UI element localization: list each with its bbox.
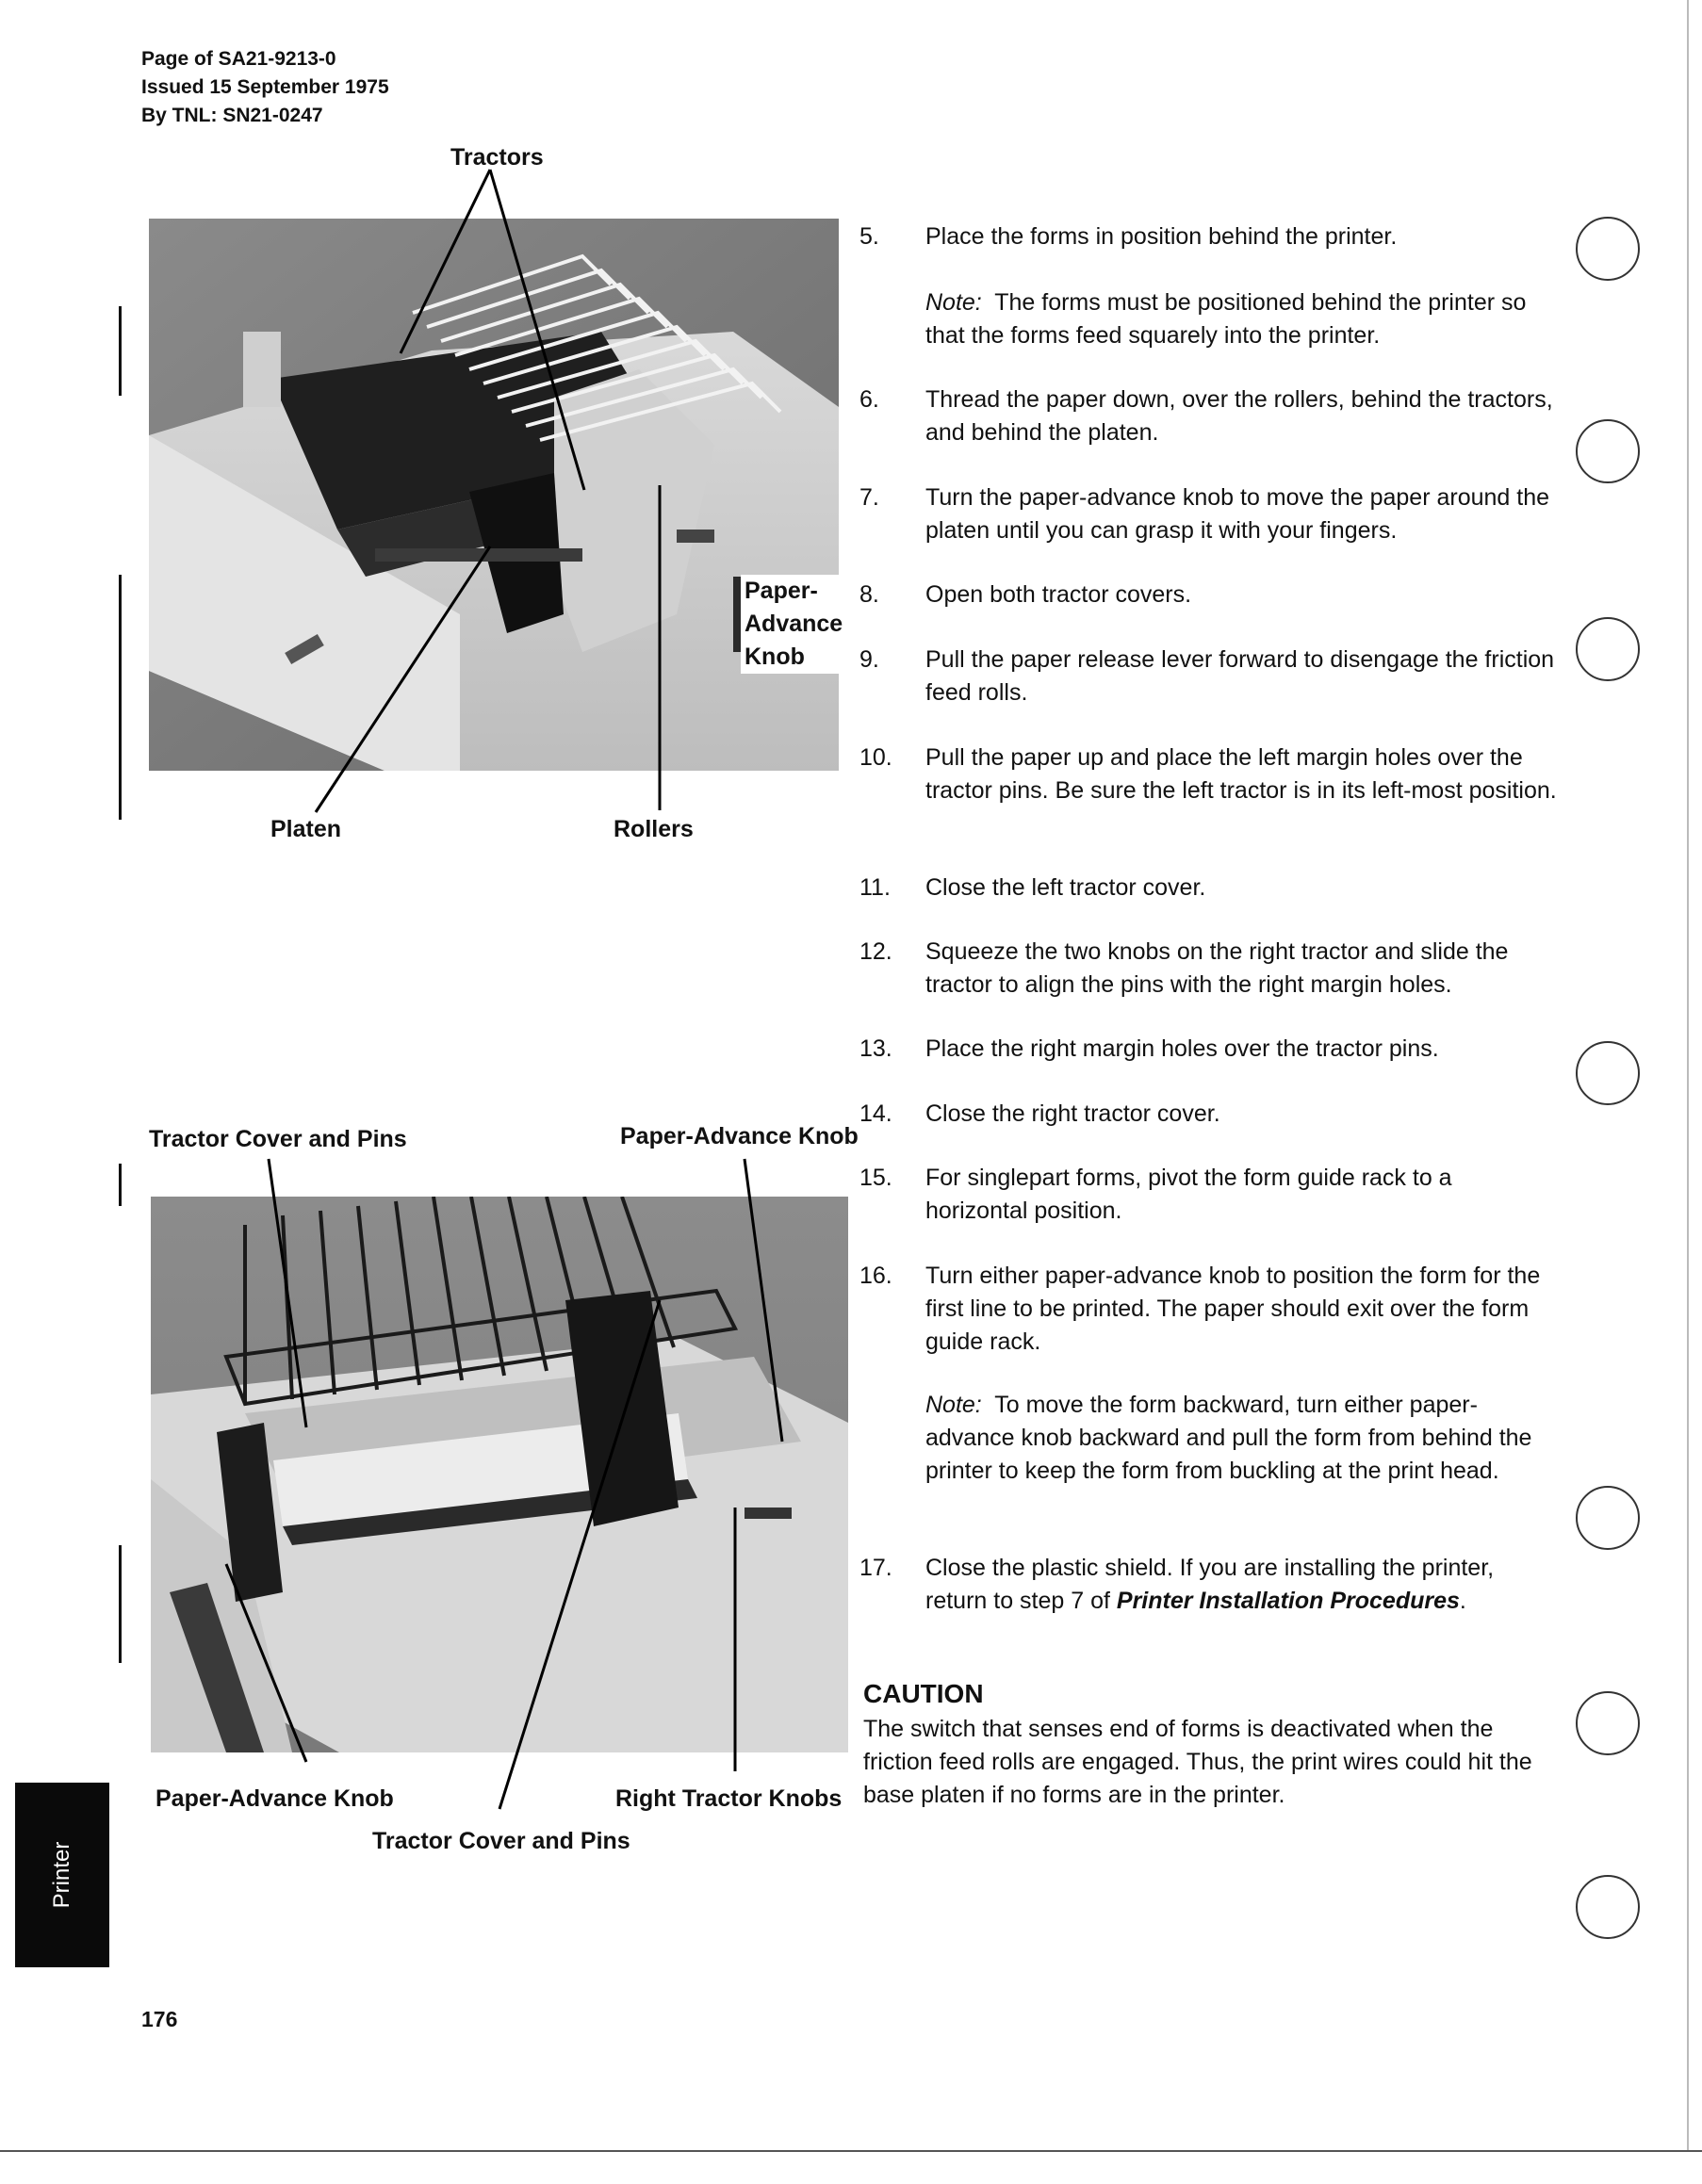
step-12: 12. Squeeze the two knobs on the right tractor and slide the tractor to align the pins with the right margin holes. <box>859 938 1509 998</box>
step-9: 9. Pull the paper release lever forward to disengage the friction feed rolls. <box>859 646 1555 706</box>
note-text: The forms must be positioned behind the printer so that the forms feed squarely into the printer. <box>925 289 1527 349</box>
binder-hole <box>1576 1041 1640 1105</box>
label-tractor-cover-pins-bottom: Tractor Cover and Pins <box>372 1828 630 1854</box>
label-rollers: Rollers <box>614 816 694 842</box>
note-label: Note: <box>925 1392 982 1418</box>
step-17: 17. Close the plastic shield. If you are installing the printer, return to step 7 of Printer Installation Procedures. <box>859 1555 1495 1614</box>
label-paper-advance-knob-bottom: Paper-Advance Knob <box>155 1785 394 1812</box>
binder-hole <box>1576 1875 1640 1939</box>
step-8: 8. Open both tractor covers. <box>859 581 1192 608</box>
label-paper-advance-knob: Paper- Advance Knob <box>741 575 850 674</box>
step-15: 15. For singlepart forms, pivot the form guide rack to a horizontal position. <box>859 1165 1452 1224</box>
binder-hole <box>1576 1486 1640 1550</box>
label-right-tractor-knobs: Right Tractor Knobs <box>615 1785 843 1812</box>
header-line-1: Page of SA21-9213-0 <box>141 48 336 70</box>
step-5: 5. Place the forms in position behind the printer. <box>859 223 1398 250</box>
page-number: 176 <box>141 2007 178 2031</box>
step-7: 7. Turn the paper-advance knob to move the paper around the platen until you can grasp it with your fingers. <box>859 484 1550 544</box>
binder-hole <box>1576 617 1640 681</box>
note-2 <box>859 1389 1557 1488</box>
section-tab <box>15 1783 109 1967</box>
note-text: To move the form backward, turn either paper-advance knob backward and pull the form from behind the printer to keep the form from buckling at the print head. <box>925 1392 1532 1484</box>
step-11: 11. Close the left tractor cover. <box>859 874 1206 901</box>
step-6: 6. Thread the paper down, over the rollers, behind the tractors, and behind the platen. <box>859 386 1553 446</box>
caution-heading: CAUTION <box>863 1679 984 1708</box>
reference-title: Printer Installation Procedures <box>1116 1588 1460 1614</box>
header-line-2: Issued 15 September 1975 <box>141 76 389 98</box>
step-13: 13. Place the right margin holes over the tractor pins. <box>859 1035 1439 1062</box>
step-14: 14. Close the right tractor cover. <box>859 1100 1220 1127</box>
label-paper-advance-knob-top: Paper-Advance Knob <box>620 1123 859 1149</box>
label-tractor-cover-pins-top: Tractor Cover and Pins <box>149 1126 407 1152</box>
header-line-3: By TNL: SN21-0247 <box>141 105 323 126</box>
note-1 <box>859 286 1557 352</box>
binder-hole <box>1576 217 1640 281</box>
label-platen: Platen <box>270 816 342 842</box>
caution-text: The switch that senses end of forms is deactivated when the friction feed rolls are engaged. Thus, the print wires could hit the base platen if no forms are in the printer. <box>863 1716 1532 1808</box>
page-bottom-edge <box>0 2150 1702 2152</box>
binder-hole <box>1576 419 1640 483</box>
label-tractors: Tractors <box>450 144 544 171</box>
binder-hole <box>1576 1691 1640 1755</box>
step-10: 10. Pull the paper up and place the left margin holes over the tractor pins. Be sure the left tractor is in its left-most position. <box>859 744 1557 804</box>
section-tab-label: Printer <box>49 1841 74 1909</box>
page-right-edge <box>1687 0 1689 2150</box>
note-label: Note: <box>925 289 982 316</box>
step-16: 16. Turn either paper-advance knob to position the form for the first line to be printed. The paper should exit over the form guide rack. <box>859 1263 1541 1355</box>
